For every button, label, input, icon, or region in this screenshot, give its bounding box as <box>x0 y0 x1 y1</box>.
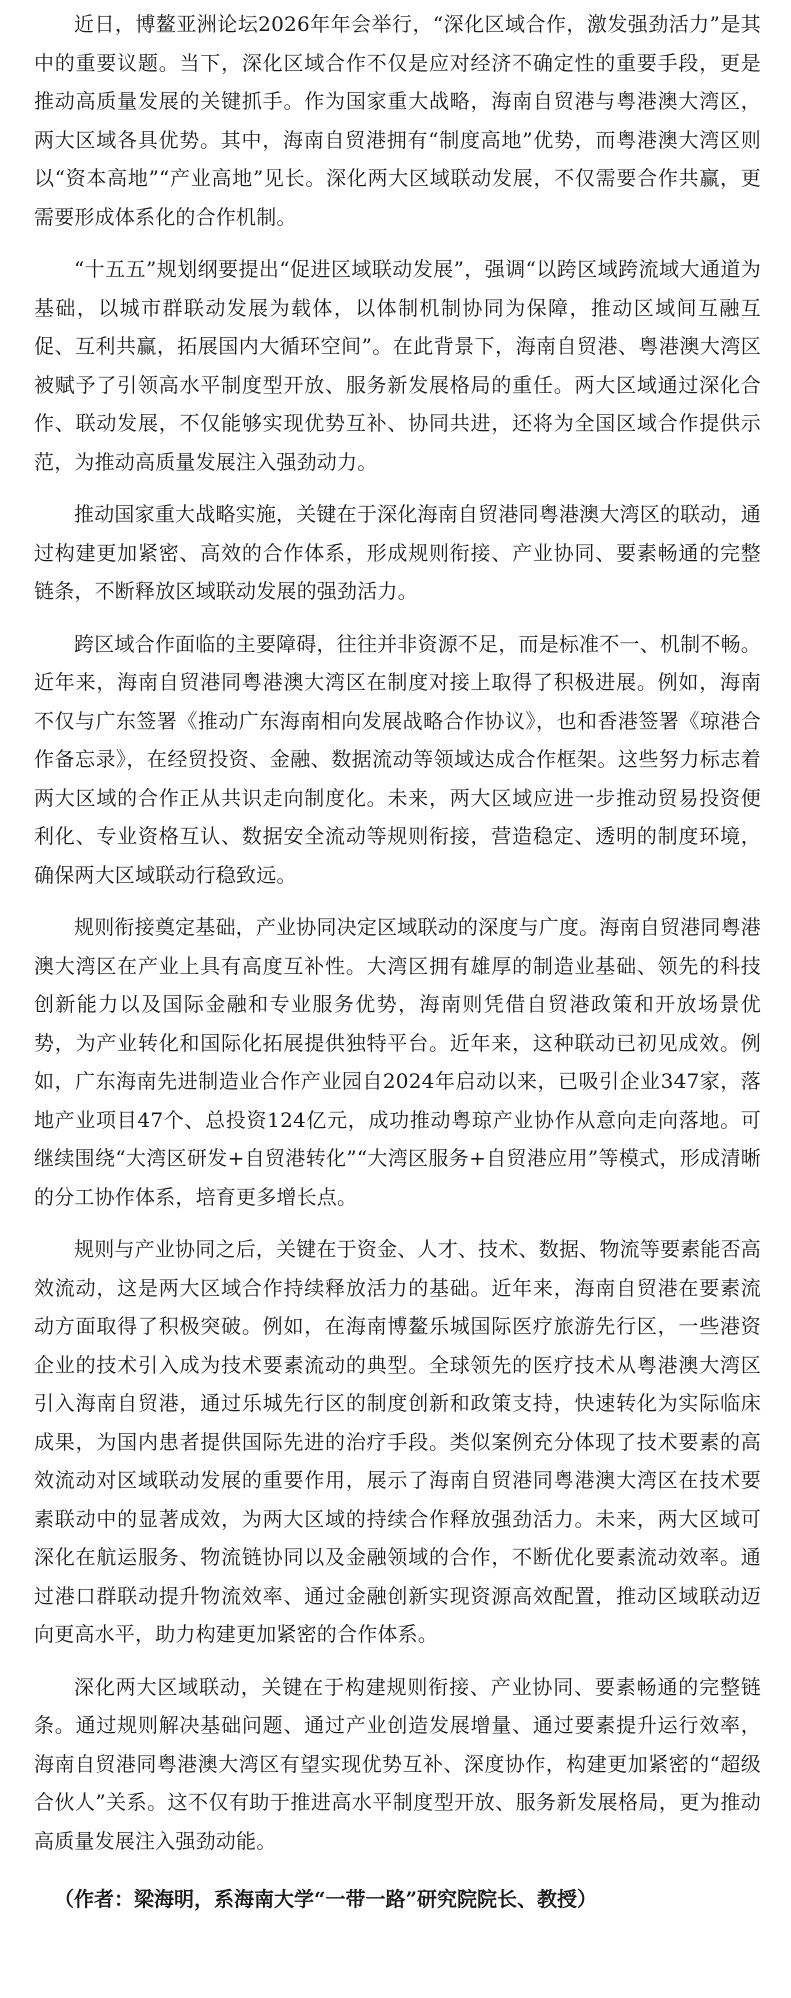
paragraph-rule-alignment: 跨区域合作面临的主要障碍，往往并非资源不足，而是标准不一、机制不畅。近年来，海南自贸港同粤港澳大湾区在制度对接上取得了积极进展。例如，海南不仅与广东签署《推动广东海南相向发展战略合作协议》，也和香港签署《琼港合作备忘录》，在经贸投资、金融、数据流动等领域达成合作框架。这些努力标志着两大区域的合作正从共识走向制度化。未来，两大区域应进一步推动贸易投资便利化、专业资格互认、数据安全流动等规则衔接，营造稳定、透明的制度环境，确保两大区域联动行稳致远。 <box>34 631 761 887</box>
paragraph-factor-flow: 规则与产业协同之后，关键在于资金、人才、技术、数据、物流等要素能否高效流动，这是两大区域合作持续释放活力的基础。近年来，海南自贸港在要素流动方面取得了积极突破。例如，在海南博鳌乐城国际医疗旅游先行区，一些港资企业的技术引入成为技术要素流动的典型。全球领先的医疗技术从粤港澳大湾区引入海南自贸港，通过乐城先行区的制度创新和政策支持，快速转化为实际临床成果，为国内患者提供国际先进的治疗手段。类似案例充分体现了技术要素的高效流动对区域联动发展的重要作用，展示了海南自贸港同粤港澳大湾区在技术要素联动中的显著成效，为两大区域的持续合作释放强劲活力。未来，两大区域可深化在航运服务、物流链协同以及金融领域的合作，不断优化要素流动效率。通过港口群联动提升物流效率、通过金融创新实现资源高效配置，推动区域联动迈向更高水平，助力构建更加紧密的合作体系。 <box>34 1237 761 1646</box>
paragraph-industry-synergy: 规则衔接奠定基础，产业协同决定区域联动的深度与广度。海南自贸港同粤港澳大湾区在产业上具有高度互补性。大湾区拥有雄厚的制造业基础、领先的科技创新能力以及国际金融和专业服务优势，海南则凭借自贸港政策和开放场景优势，为产业转化和国际化拓展提供独特平台。近年来，这种联动已初见成效。例如，广东海南先进制造业合作产业园自2024年启动以来，已吸引企业347家，落地产业项目47个、总投资124亿元，成功推动粤琼产业协作从意向走向落地。可继续围绕“大湾区研发+自贸港转化”“大湾区服务+自贸港应用”等模式，形成清晰的分工协作体系，培育更多增长点。 <box>34 915 761 1209</box>
paragraph-strategy: 推动国家重大战略实施，关键在于深化海南自贸港同粤港澳大湾区的联动，通过构建更加紧密、高效的合作体系，形成规则衔接、产业协同、要素畅通的完整链条，不断释放区域联动发展的强劲活力。 <box>34 502 761 603</box>
article-body <box>34 0 761 1918</box>
paragraph-intro: 近日，博鳌亚洲论坛2026年年会举行，“深化区域合作，激发强劲活力”是其中的重要议题。当下，深化区域合作不仅是应对经济不确定性的重要手段，更是推动高质量发展的关键抓手。作为国家重大战略，海南自贸港与粤港澳大湾区，两大区域各具优势。其中，海南自贸港拥有“制度高地”优势，而粤港澳大湾区则以“资本高地”“产业高地”见长。深化两大区域联动发展，不仅需要合作共赢，更需要形成体系化的合作机制。 <box>34 12 761 229</box>
paragraph-plan-outline: “十五五”规划纲要提出“促进区域联动发展”，强调“以跨区域跨流域大通道为基础，以城市群联动发展为载体，以体制机制协同为保障，推动区域间互融互促、互利共赢，拓展国内大循环空间”。在此背景下，海南自贸港、粤港澳大湾区被赋予了引领高水平制度型开放、服务新发展格局的重任。两大区域通过深化合作、联动发展，不仅能够实现优势互补、协同共进，还将为全国区域合作提供示范，为推动高质量发展注入强劲动力。 <box>34 257 761 474</box>
paragraph-conclusion: 深化两大区域联动，关键在于构建规则衔接、产业协同、要素畅通的完整链条。通过规则解决基础问题、通过产业创造发展增量、通过要素提升运行效率，海南自贸港同粤港澳大湾区有望实现优势互补、深度协作，构建更加紧密的“超级合伙人”关系。这不仅有助于推进高水平制度型开放、服务新发展格局，更为推动高质量发展注入强劲动能。 <box>34 1674 761 1853</box>
author-byline: （作者：梁海明，系海南大学“一带一路”研究院院长、教授） <box>54 1887 598 1911</box>
